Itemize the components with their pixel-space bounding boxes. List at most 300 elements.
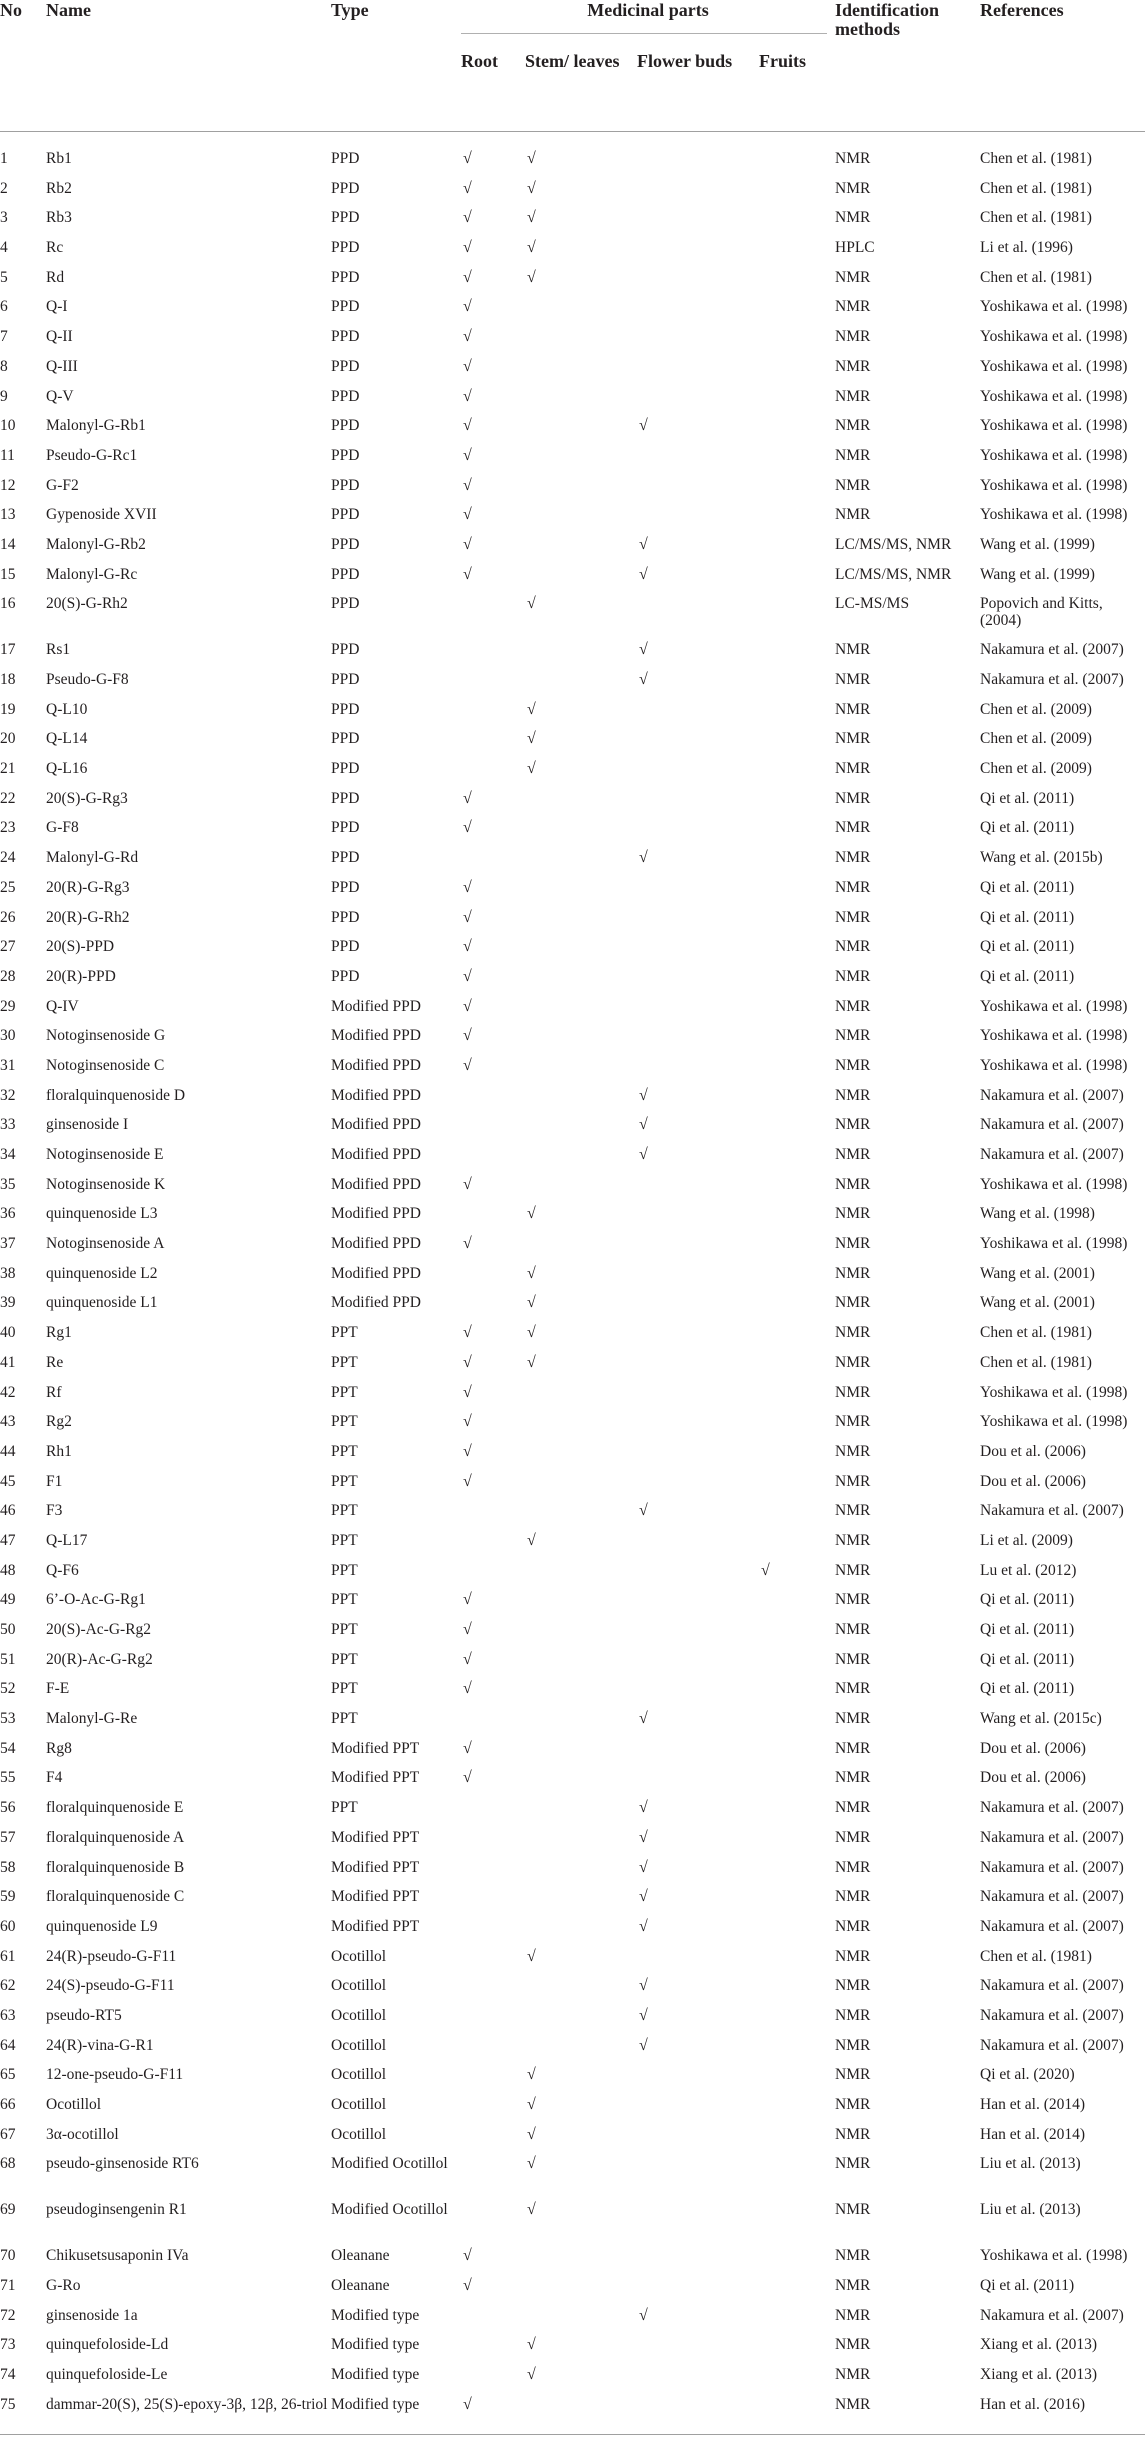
cell-fruits <box>759 1197 835 1227</box>
cell-fruits <box>759 1168 835 1198</box>
cell-type: PPD <box>331 565 360 583</box>
cell-type: PPT <box>331 1799 358 1817</box>
cell-name: dammar-20(S), 25(S)-epoxy-3β, 12β, 26-triol <box>46 2395 328 2413</box>
cell-identification-method: NMR <box>835 2006 871 2024</box>
cell-stem-leaves: √ <box>527 2096 536 2113</box>
cell-stem-leaves <box>525 2029 637 2059</box>
cell-reference: Yoshikawa et al. (1998) <box>980 506 1128 524</box>
cell-stem-leaves <box>525 1465 637 1495</box>
table-row <box>0 498 1145 528</box>
cell-flower-buds: √ <box>639 1977 648 1995</box>
cell-type: PPD <box>331 268 360 286</box>
cell-root: √ <box>463 2277 472 2295</box>
cell-name: Malonyl-G-Rb1 <box>46 417 146 435</box>
cell-flower-buds <box>637 901 759 931</box>
cell-root <box>461 1969 525 1999</box>
cell-root: √ <box>463 2247 472 2265</box>
cell-identification-method: NMR <box>835 1591 871 1609</box>
cell-identification-method: NMR <box>835 1413 871 1431</box>
cell-identification-method: NMR <box>835 1442 871 1460</box>
cell-reference: Wang et al. (2015b) <box>980 849 1103 867</box>
cell-type: PPD <box>331 849 360 867</box>
cell-type: PPD <box>331 700 360 718</box>
cell-identification-method: NMR <box>835 2336 871 2354</box>
cell-reference: Yoshikawa et al. (1998) <box>980 1413 1128 1431</box>
cell-no: 59 <box>0 1888 16 1906</box>
cell-type: Ocotillol <box>331 2006 387 2024</box>
cell-reference: Nakamura et al. (2007) <box>980 1086 1124 1104</box>
cell-type: PPD <box>331 209 360 227</box>
cell-name: 20(R)-G-Rg3 <box>46 878 130 896</box>
cell-name: Q-F6 <box>46 1561 79 1579</box>
table-row <box>0 380 1145 410</box>
cell-flower-buds <box>637 231 759 261</box>
cell-no: 55 <box>0 1769 16 1787</box>
cell-no: 30 <box>0 1027 16 1045</box>
cell-root <box>461 1702 525 1732</box>
cell-no: 10 <box>0 417 16 435</box>
cell-fruits <box>759 1465 835 1495</box>
cell-reference: Qi et al. (2020) <box>980 2066 1075 2084</box>
table-row <box>0 2147 1145 2193</box>
cell-reference: Nakamura et al. (2007) <box>980 1888 1124 1906</box>
cell-identification-method: NMR <box>835 789 871 807</box>
cell-fruits <box>759 528 835 558</box>
cell-root: √ <box>463 506 472 524</box>
cell-no: 32 <box>0 1086 16 1104</box>
cell-identification-method: NMR <box>835 2201 871 2219</box>
cell-stem-leaves <box>525 782 637 812</box>
cell-name: 6’-O-Ac-G-Rg1 <box>46 1591 146 1609</box>
cell-root: √ <box>463 1680 472 1698</box>
cell-root: √ <box>463 298 472 316</box>
cell-name: Malonyl-G-Rc <box>46 565 138 583</box>
cell-name: 20(S)-Ac-G-Rg2 <box>46 1621 152 1638</box>
cell-stem-leaves: √ <box>527 1294 536 1312</box>
cell-stem-leaves <box>525 439 637 469</box>
cell-name: Malonyl-G-Rd <box>46 849 139 867</box>
cell-reference: Chen et al. (2009) <box>980 730 1092 748</box>
cell-root: √ <box>463 150 472 167</box>
cell-type: PPD <box>331 506 360 524</box>
cell-identification-method: NMR <box>835 1235 871 1253</box>
header-name: Name <box>46 0 91 20</box>
cell-flower-buds: √ <box>639 671 648 688</box>
cell-root: √ <box>463 1027 472 1045</box>
cell-root <box>461 752 525 782</box>
table-row <box>0 1494 1145 1524</box>
cell-identification-method: NMR <box>835 2277 871 2295</box>
cell-name: Q-II <box>46 328 73 346</box>
cell-fruits <box>759 2029 835 2059</box>
cell-fruits <box>759 439 835 469</box>
cell-flower-buds <box>637 1019 759 1049</box>
cell-stem-leaves <box>525 1761 637 1791</box>
cell-no: 40 <box>0 1324 16 1342</box>
cell-fruits <box>759 2193 835 2239</box>
cell-reference: Wang et al. (1999) <box>980 535 1095 553</box>
cell-flower-buds <box>637 2118 759 2148</box>
cell-fruits <box>759 1227 835 1257</box>
table-row <box>0 1791 1145 1821</box>
cell-stem-leaves: √ <box>527 700 536 718</box>
cell-stem-leaves: √ <box>527 2366 536 2384</box>
table-row <box>0 290 1145 320</box>
cell-fruits <box>759 350 835 380</box>
cell-identification-method: NMR <box>835 1146 871 1163</box>
cell-stem-leaves <box>525 633 637 663</box>
table-row <box>0 1108 1145 1138</box>
table-row <box>0 1999 1145 2029</box>
cell-name: 20(R)-Ac-G-Rg2 <box>46 1650 153 1668</box>
cell-fruits <box>759 587 835 633</box>
cell-reference: Qi et al. (2011) <box>980 967 1075 985</box>
cell-root <box>461 1197 525 1227</box>
cell-root: √ <box>463 997 472 1015</box>
cell-fruits <box>759 2358 835 2388</box>
cell-stem-leaves: √ <box>527 2155 536 2173</box>
cell-name: Rg8 <box>46 1739 72 1757</box>
cell-identification-method: NMR <box>835 1531 871 1549</box>
cell-type: Modified PPD <box>331 1294 421 1312</box>
cell-reference: Liu et al. (2013) <box>980 2201 1081 2219</box>
cell-no: 3 <box>0 209 8 227</box>
cell-flower-buds <box>637 990 759 1020</box>
cell-type: PPD <box>331 819 360 837</box>
cell-identification-method: NMR <box>835 2066 871 2084</box>
cell-identification-method: NMR <box>835 1888 871 1906</box>
cell-root <box>461 693 525 723</box>
cell-identification-method: NMR <box>835 1799 871 1817</box>
cell-identification-method: NMR <box>835 417 871 435</box>
cell-reference: Li et al. (2009) <box>980 1531 1073 1549</box>
cell-name: Re <box>46 1353 64 1371</box>
header-flower-buds: Flower buds <box>637 51 733 71</box>
cell-stem-leaves <box>525 841 637 871</box>
table-row <box>0 1049 1145 1079</box>
cell-root: √ <box>463 878 472 896</box>
cell-no: 68 <box>0 2155 16 2173</box>
cell-name: F3 <box>46 1502 63 1520</box>
cell-stem-leaves: √ <box>527 1947 536 1965</box>
cell-name: Q-L10 <box>46 700 88 718</box>
cell-fruits <box>759 469 835 499</box>
cell-identification-method: NMR <box>835 1977 871 1995</box>
cell-name: Q-L17 <box>46 1531 88 1549</box>
cell-reference: Chen et al. (2009) <box>980 700 1092 718</box>
cell-type: Modified PPD <box>331 1146 421 1163</box>
cell-stem-leaves <box>525 2299 637 2329</box>
cell-no: 27 <box>0 938 16 956</box>
table-row <box>0 930 1145 960</box>
cell-reference: Chen et al. (1981) <box>980 1324 1092 1342</box>
cell-reference: Wang et al. (1999) <box>980 565 1095 583</box>
cell-root <box>461 2328 525 2358</box>
cell-root: √ <box>463 1056 472 1074</box>
cell-type: Modified Ocotillol <box>331 2155 448 2173</box>
cell-stem-leaves <box>525 409 637 439</box>
cell-reference: Dou et al. (2006) <box>980 1442 1086 1460</box>
cell-root: √ <box>463 446 472 464</box>
cell-flower-buds <box>637 261 759 291</box>
cell-reference: Qi et al. (2011) <box>980 2277 1075 2295</box>
cell-name: Chikusetsusaponin IVa <box>46 2247 189 2265</box>
cell-identification-method: NMR <box>835 1769 871 1787</box>
cell-no: 5 <box>0 268 8 286</box>
cell-root <box>461 1524 525 1554</box>
cell-reference: Chen et al. (1981) <box>980 150 1092 167</box>
cell-no: 73 <box>0 2336 16 2354</box>
cell-fruits <box>759 752 835 782</box>
cell-root: √ <box>463 328 472 346</box>
cell-flower-buds: √ <box>639 535 648 553</box>
cell-no: 34 <box>0 1146 16 1163</box>
cell-name: ginsenoside 1a <box>46 2306 138 2324</box>
cell-root <box>461 663 525 693</box>
cell-reference: Yoshikawa et al. (1998) <box>980 446 1128 464</box>
cell-root: √ <box>463 387 472 405</box>
cell-name: Rd <box>46 268 65 286</box>
cell-fruits <box>759 1316 835 1346</box>
cell-no: 62 <box>0 1977 16 1995</box>
table-row <box>0 1554 1145 1584</box>
cell-no: 65 <box>0 2066 16 2084</box>
cell-fruits <box>759 2388 835 2434</box>
cell-flower-buds <box>637 1583 759 1613</box>
cell-identification-method: NMR <box>835 938 871 956</box>
cell-name: floralquinquenoside D <box>46 1086 186 1104</box>
cell-flower-buds <box>637 1197 759 1227</box>
cell-name: 20(S)-G-Rg3 <box>46 789 128 807</box>
cell-name: Pseudo-G-Rc1 <box>46 446 138 464</box>
cell-root: √ <box>463 908 472 926</box>
cell-no: 16 <box>0 595 16 613</box>
cell-identification-method: NMR <box>835 1650 871 1668</box>
cell-flower-buds: √ <box>639 2006 648 2024</box>
header-type: Type <box>331 0 369 20</box>
cell-fruits <box>759 1761 835 1791</box>
cell-fruits <box>759 1851 835 1881</box>
cell-reference: Lu et al. (2012) <box>980 1561 1077 1579</box>
cell-no: 57 <box>0 1828 16 1846</box>
cell-type: PPT <box>331 1561 358 1579</box>
cell-type: Ocotillol <box>331 2125 387 2143</box>
cell-root <box>461 1494 525 1524</box>
cell-root: √ <box>463 967 472 985</box>
cell-no: 1 <box>0 150 8 167</box>
table-row <box>0 261 1145 291</box>
table-row <box>0 469 1145 499</box>
cell-fruits <box>759 2088 835 2118</box>
cell-no: 35 <box>0 1175 16 1193</box>
cell-root <box>461 841 525 871</box>
cell-no: 33 <box>0 1116 16 1134</box>
cell-flower-buds: √ <box>639 1828 648 1846</box>
cell-root: √ <box>463 1472 472 1490</box>
cell-no: 17 <box>0 641 16 659</box>
cell-flower-buds <box>637 2088 759 2118</box>
cell-root <box>461 2358 525 2388</box>
cell-root: √ <box>463 1413 472 1431</box>
cell-fruits <box>759 1672 835 1702</box>
cell-name: floralquinquenoside E <box>46 1799 184 1817</box>
cell-fruits <box>759 663 835 693</box>
cell-type: Modified PPT <box>331 1917 420 1935</box>
cell-stem-leaves: √ <box>527 1205 536 1223</box>
cell-identification-method: NMR <box>835 209 871 227</box>
cell-root <box>461 2299 525 2329</box>
cell-reference: Nakamura et al. (2007) <box>980 1502 1124 1520</box>
cell-flower-buds <box>637 811 759 841</box>
cell-root <box>461 2193 525 2239</box>
cell-fruits <box>759 380 835 410</box>
cell-name: quinquefoloside-Le <box>46 2366 168 2384</box>
cell-stem-leaves <box>525 1494 637 1524</box>
cell-identification-method: NMR <box>835 1027 871 1045</box>
cell-stem-leaves <box>525 1554 637 1584</box>
cell-root <box>461 1138 525 1168</box>
cell-reference: Nakamura et al. (2007) <box>980 1116 1124 1134</box>
cell-root <box>461 2088 525 2118</box>
cell-identification-method: NMR <box>835 878 871 896</box>
cell-name: Notoginsenoside K <box>46 1175 166 1193</box>
cell-name: Rb1 <box>46 150 72 167</box>
cell-stem-leaves: √ <box>527 730 536 748</box>
header-stem-leaves: Stem/ leaves <box>525 51 620 71</box>
cell-type: PPD <box>331 595 360 613</box>
cell-name: Notoginsenoside G <box>46 1027 166 1045</box>
cell-type: Modified PPT <box>331 1888 420 1906</box>
cell-type: PPD <box>331 967 360 985</box>
cell-identification-method: NMR <box>835 1561 871 1579</box>
cell-identification-method: NMR <box>835 357 871 375</box>
table-row <box>0 1168 1145 1198</box>
cell-stem-leaves <box>525 990 637 1020</box>
cell-type: PPD <box>331 417 360 435</box>
table-row <box>0 1138 1145 1168</box>
cell-type: Modified type <box>331 2336 420 2354</box>
cell-no: 63 <box>0 2006 16 2024</box>
cell-flower-buds <box>637 1286 759 1316</box>
cell-reference: Dou et al. (2006) <box>980 1739 1086 1757</box>
cell-stem-leaves <box>525 1880 637 1910</box>
cell-flower-buds <box>637 1376 759 1406</box>
cell-no: 52 <box>0 1680 16 1698</box>
cell-root: √ <box>463 1383 472 1401</box>
cell-stem-leaves <box>525 320 637 350</box>
cell-no: 49 <box>0 1591 16 1609</box>
table-row <box>0 528 1145 558</box>
cell-identification-method: NMR <box>835 476 871 494</box>
cell-no: 38 <box>0 1264 16 1282</box>
cell-stem-leaves <box>525 1643 637 1673</box>
cell-no: 24 <box>0 849 16 867</box>
cell-reference: Yoshikawa et al. (1998) <box>980 1235 1128 1253</box>
cell-root <box>461 633 525 663</box>
cell-stem-leaves <box>525 2388 637 2434</box>
cell-type: PPT <box>331 1710 358 1728</box>
cell-name: 20(S)-PPD <box>46 938 115 956</box>
cell-identification-method: NMR <box>835 1858 871 1876</box>
cell-flower-buds <box>637 1405 759 1435</box>
cell-stem-leaves: √ <box>527 268 536 286</box>
cell-stem-leaves <box>525 1138 637 1168</box>
cell-identification-method: LC-MS/MS <box>835 595 910 613</box>
cell-stem-leaves: √ <box>527 179 536 197</box>
cell-root: √ <box>463 1442 472 1460</box>
cell-flower-buds <box>637 871 759 901</box>
table-row <box>0 990 1145 1020</box>
cell-type: PPD <box>331 357 360 375</box>
cell-identification-method: NMR <box>835 446 871 464</box>
cell-fruits <box>759 2118 835 2148</box>
cell-name: 24(R)-pseudo-G-F11 <box>46 1947 177 1965</box>
cell-name: 12-one-pseudo-G-F11 <box>46 2066 184 2084</box>
cell-no: 74 <box>0 2366 16 2384</box>
table-row <box>0 1465 1145 1495</box>
cell-reference: Nakamura et al. (2007) <box>980 671 1124 688</box>
cell-identification-method: NMR <box>835 298 871 316</box>
cell-identification-method: NMR <box>835 1264 871 1282</box>
cell-no: 50 <box>0 1621 16 1638</box>
cell-reference: Chen et al. (1981) <box>980 268 1092 286</box>
cell-flower-buds <box>637 1257 759 1287</box>
cell-reference: Nakamura et al. (2007) <box>980 2306 1124 2324</box>
table-row <box>0 1405 1145 1435</box>
cell-fruits <box>759 1435 835 1465</box>
cell-type: Modified PPD <box>331 1264 421 1282</box>
cell-name: G-F8 <box>46 819 79 837</box>
cell-fruits <box>759 409 835 439</box>
cell-root: √ <box>463 417 472 435</box>
table-row <box>0 2029 1145 2059</box>
cell-fruits <box>759 1494 835 1524</box>
cell-no: 64 <box>0 2036 16 2054</box>
table-row <box>0 1079 1145 1109</box>
cell-reference: Yoshikawa et al. (1998) <box>980 417 1128 435</box>
cell-fruits <box>759 1613 835 1643</box>
table-row <box>0 901 1145 931</box>
cell-root <box>461 1257 525 1287</box>
cell-identification-method: HPLC <box>835 239 875 257</box>
table-row <box>0 1732 1145 1762</box>
header-medicinal-parts-label: Medicinal parts <box>587 0 709 20</box>
cell-reference: Qi et al. (2011) <box>980 789 1075 807</box>
cell-type: PPT <box>331 1442 358 1460</box>
cell-identification-method: NMR <box>835 268 871 286</box>
table-row <box>0 1969 1145 1999</box>
cell-name: Rb2 <box>46 179 72 197</box>
cell-root: √ <box>463 1739 472 1757</box>
cell-stem-leaves <box>525 930 637 960</box>
cell-no: 44 <box>0 1442 16 1460</box>
cell-flower-buds <box>637 960 759 990</box>
cell-reference: Liu et al. (2013) <box>980 2155 1081 2173</box>
cell-stem-leaves <box>525 1999 637 2029</box>
table-row <box>0 1019 1145 1049</box>
cell-root <box>461 1286 525 1316</box>
cell-fruits <box>759 1880 835 1910</box>
table-row <box>0 841 1145 871</box>
cell-fruits <box>759 1286 835 1316</box>
cell-no: 6 <box>0 298 8 316</box>
cell-identification-method: NMR <box>835 908 871 926</box>
cell-no: 37 <box>0 1235 16 1253</box>
cell-reference: Qi et al. (2011) <box>980 938 1075 956</box>
cell-reference: Qi et al. (2011) <box>980 819 1075 837</box>
cell-reference: Nakamura et al. (2007) <box>980 2006 1124 2024</box>
cell-name: Malonyl-G-Rb2 <box>46 535 146 553</box>
